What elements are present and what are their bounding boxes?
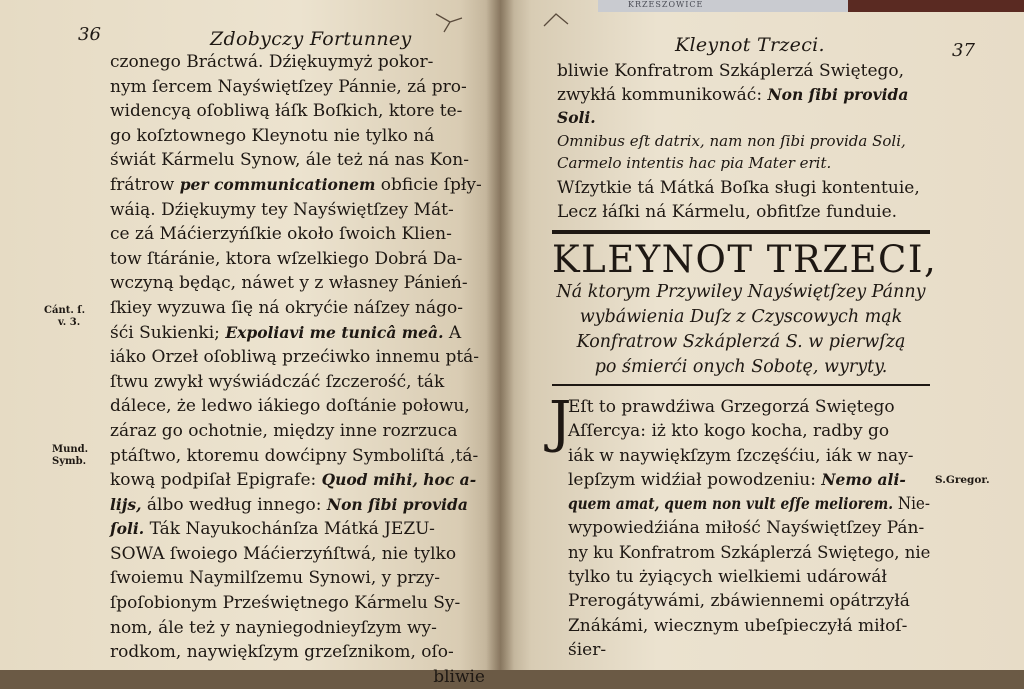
text-line: dálece, że ledwo iákiego doſtánie połowu, bbox=[110, 396, 470, 417]
subtitle-line: wybáwienia Duſz z Czyscowych mąk bbox=[579, 307, 903, 327]
left-page-number: 36 bbox=[78, 24, 101, 45]
subtitle-line: po śmierći onych Sobotę, wyryty. bbox=[594, 357, 888, 377]
text-line: ce zá Máćierzyńſkie około ſwoich Klien- bbox=[110, 224, 452, 245]
subtitle-line: Ná ktorym Przywiley Nayświętſzey Pánny bbox=[556, 282, 926, 302]
text-line: ſtwu zwykł wyświádczáć ſzczerość, ták bbox=[110, 371, 445, 392]
text-line: ſpoſobionym Przeświętnego Kármelu Sy- bbox=[110, 593, 461, 614]
text-line: śier- bbox=[568, 639, 607, 660]
text-line: Eſt to prawdźiwa Grzegorzá Swiętego bbox=[568, 397, 895, 417]
left-running-head: Zdobyczy Fortunney bbox=[210, 28, 412, 50]
text-line: czonego Bráctwá. Dźiękuymyż pokor- bbox=[110, 52, 434, 72]
quote-line: Carmelo intentis hac pia Mater erit. bbox=[557, 154, 832, 172]
margin-note-cant-line1: Cánt. ſ. bbox=[44, 305, 86, 316]
margin-note-gregor: S.Gregor. bbox=[935, 474, 990, 486]
text-line: bliwie bbox=[433, 666, 485, 687]
text-line: Znákámi, wiecznym ubeſpieczyłá miłoſ- bbox=[568, 615, 908, 636]
right-running-head: Kleynot Trzeci. bbox=[675, 34, 825, 56]
text-line: zwykłá kommunikowáć: Non ſibi provida bbox=[557, 85, 909, 105]
dark-cover-edge bbox=[848, 0, 1024, 12]
text-line: nym ſercem Nayświętſzey Pánnie, zá pro- bbox=[110, 76, 467, 97]
text-line: ſwoiemu Naymilſzemu Synowi, y przy- bbox=[110, 568, 440, 589]
book-gutter bbox=[486, 0, 514, 670]
left-text-column bbox=[110, 50, 485, 689]
text-line: wczyną będąc, náwet y z własney Pánień- bbox=[110, 273, 468, 294]
text-line: tow ſtáránie, ktora wſzelkiego Dobrá Da- bbox=[110, 248, 463, 269]
pencil-mark-left bbox=[430, 8, 470, 38]
section-subtitle bbox=[552, 280, 930, 380]
text-line: tylko tu żyiących wielkiemi udárowáł bbox=[568, 567, 887, 588]
text-line: wypowiedźiána miłość Nayświętſzey Pán- bbox=[568, 518, 925, 539]
margin-note-mund-line1: Mund. bbox=[52, 444, 89, 455]
text-line: Soli. bbox=[557, 108, 596, 127]
right-text-column bbox=[568, 395, 930, 662]
text-line: Aſſercya: iż kto kogo kocha, radby go bbox=[568, 421, 890, 442]
text-line: nom, ále też y nayniegodnieyſzym wy- bbox=[110, 617, 437, 638]
margin-note-mund bbox=[52, 444, 88, 468]
margin-note-mund-line2: Symb. bbox=[52, 456, 87, 467]
text-line: kową podpiſał Epigrafe: Quod mihi, hoc a- bbox=[110, 470, 477, 491]
text-line: widencyą oſobliwą łáſk Boſkich, ktore te- bbox=[110, 101, 463, 122]
paper-scrap bbox=[598, 0, 848, 12]
pencil-mark-right bbox=[540, 6, 580, 36]
text-line: rodkom, naywiękſzym grzeſznikom, oſo- bbox=[110, 642, 454, 663]
text-line: lepſzym widźiał powodzeniu: Nemo ali- bbox=[568, 469, 906, 490]
scrap-text: KRZESZOWICE bbox=[628, 0, 704, 9]
text-line: lijs, álbo według innego: Non ſibi provida bbox=[110, 494, 468, 515]
right-page-number: 37 bbox=[952, 40, 975, 61]
title-rule-top bbox=[552, 230, 930, 234]
text-line: Prerogátywámi, zbáwiennemi opátrzyłá bbox=[568, 591, 910, 612]
verse-line: Wſzytkie tá Mátká Boſka sługi kontentuie, bbox=[557, 178, 920, 198]
text-line: quem amat, quem non vult eſſe meliorem. Nie- bbox=[568, 494, 930, 515]
text-line: go koſztownego Kleynotu nie tylko ná bbox=[110, 125, 435, 146]
text-line: SOWA ſwoiego Máćierzyńſtwá, nie tylko bbox=[110, 543, 457, 564]
text-line: bliwie Konfratrom Szkáplerzá Swiętego, bbox=[557, 61, 905, 81]
title-rule-bottom bbox=[552, 384, 930, 386]
text-line: świát Kármelu Synow, ále też ná nas Kon- bbox=[110, 150, 469, 171]
right-top-text bbox=[557, 60, 932, 129]
text-line: ſkiey wyzuwa ſię ná okryćie náſzey nágo- bbox=[110, 297, 463, 318]
latin-quote bbox=[557, 130, 937, 174]
text-line: śći Sukienki; Expoliavi me tunicâ meâ. A bbox=[110, 322, 462, 343]
text-line: frátrow per communicationem obficie ſpły- bbox=[110, 174, 482, 195]
text-line: iák w naywiękſzym ſzczęśćiu, iák w nay- bbox=[568, 445, 914, 466]
drop-cap: J bbox=[549, 390, 572, 455]
text-line: záraz go ochotnie, między inne rozrzuca bbox=[110, 420, 458, 441]
section-title: KLEYNOT TRZECI, bbox=[552, 238, 938, 281]
verse-line: Lecz łáſki ná Kármelu, obfitſze funduie. bbox=[557, 202, 898, 222]
text-line: wáią. Dźiękuymy tey Nayświętſzey Mát- bbox=[110, 199, 454, 220]
text-line: iáko Orzeł oſobliwą przećiwko innemu ptá- bbox=[110, 347, 480, 368]
text-line: ſoli. Ták Nayukochánſza Mátká JEZU- bbox=[110, 519, 435, 540]
text-line: ny ku Konfratrom Szkáplerzá Swiętego, nie bbox=[568, 542, 931, 563]
margin-note-cant-line2: v. 3. bbox=[58, 317, 81, 328]
margin-note-cant bbox=[44, 305, 85, 329]
quote-line: Omnibus eſt datrix, nam non ſibi provida Soli, bbox=[557, 132, 906, 150]
text-line: ptáſtwo, ktoremu dowćipny Symboliſtá ,tá- bbox=[110, 445, 479, 466]
subtitle-line: Konfratrow Szkáplerzá S. w pierwſzą bbox=[576, 332, 906, 352]
polish-verse bbox=[557, 176, 937, 224]
